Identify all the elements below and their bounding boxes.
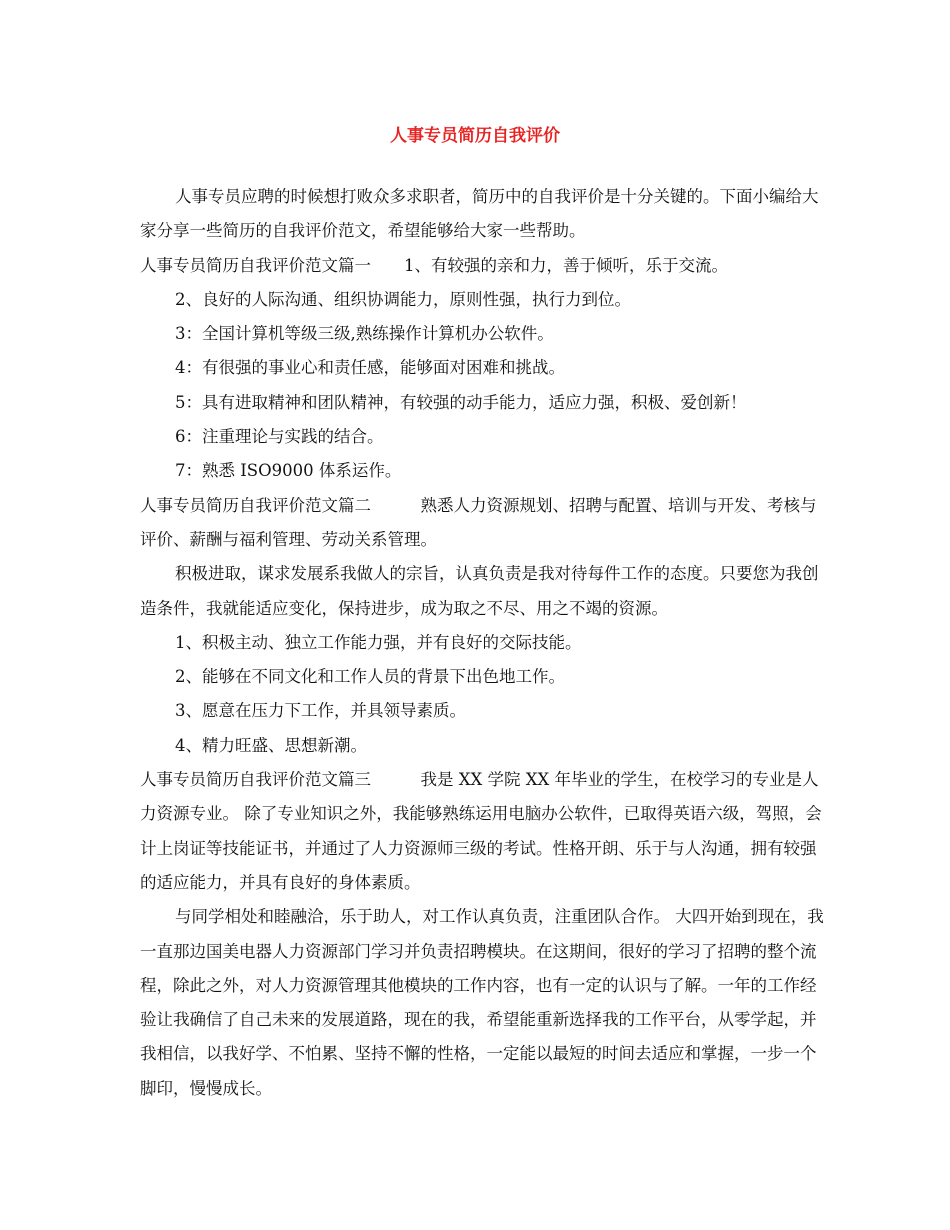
list-item: 6：注重理论与实践的结合。 — [175, 427, 384, 447]
list-item: 3、愿意在压力下工作，并具领导素质。 — [175, 701, 466, 721]
list-item: 7：熟悉 ISO9000 体系运作。 — [175, 461, 402, 481]
document-title: 人事专员简历自我评价 — [390, 126, 560, 146]
paragraph-intro: 人事专员应聘的时候想打败众多求职者，简历中的自我评价是十分关键的。下面小编给大家分享一些简历的自我评价范文，希望能够给大家一些帮助。 — [140, 187, 819, 241]
paragraph-sample-2-body: 积极进取，谋求发展系我做人的宗旨，认真负责是我对待每件工作的态度。只要您为我创造条件，我就能适应变化，保持进步，成为取之不尽、用之不竭的资源。 — [140, 564, 819, 618]
list-item: 3：全国计算机等级三级,熟练操作计算机办公软件。 — [175, 324, 554, 344]
paragraph-sample-3-body: 与同学相处和睦融洽，乐于助人，对工作认真负责，注重团队合作。 大四开始到现在，我一直那边国美电器人力资源部门学习并负责招聘模块。在这期间，很好的学习了招聘的整个流程，除此之外，对人力资源管理其他模块的工作内容，也有一定的认识与了解。一年的工作经验让我确信了自己未来的发展道路，现在的我，希望能重新选择我的工作平台，从零学起，并我相信，以我好学、不怕累、坚持不懈的性格，一定能以最短的时间去适应和掌握，一步一个脚印，慢慢成长。 — [140, 907, 824, 1098]
paragraph-sample-3-heading: 人事专员简历自我评价范文篇三 我是 XX 学院 XX 年毕业的学生，在校学习的专业是人力资源专业。 除了专业知识之外，我能够熟练运用电脑办公软件，已取得英语六级，驾照，会计上岗证等技能证书，并通过了人力资源师三级的考试。性格开朗、乐于与人沟通，拥有较强的适应能力，并具有良好的身体素质。 — [140, 770, 822, 892]
list-item: 2、良好的人际沟通、组织协调能力，原则性强，执行力到位。 — [175, 289, 631, 309]
list-item: 4、精力旺盛、思想新潮。 — [175, 735, 367, 755]
list-item: 2、能够在不同文化和工作人员的背景下出色地工作。 — [175, 667, 565, 687]
paragraph-sample-1-heading: 人事专员简历自我评价范文篇一 1、有较强的亲和力，善于倾听，乐于交流。 — [140, 255, 728, 275]
document-body — [140, 180, 830, 1106]
paragraph-sample-2-heading: 人事专员简历自我评价范文篇二 熟悉人力资源规划、招聘与配置、培训与开发、考核与评价、薪酬与福利管理、劳动关系管理。 — [140, 495, 817, 549]
list-item: 4：有很强的事业心和责任感，能够面对困难和挑战。 — [175, 358, 565, 378]
list-item: 5：具有进取精神和团队精神，有较强的动手能力，适应力强，积极、爱创新！ — [175, 392, 747, 412]
list-item: 1、积极主动、独立工作能力强，并有良好的交际技能。 — [175, 632, 582, 652]
